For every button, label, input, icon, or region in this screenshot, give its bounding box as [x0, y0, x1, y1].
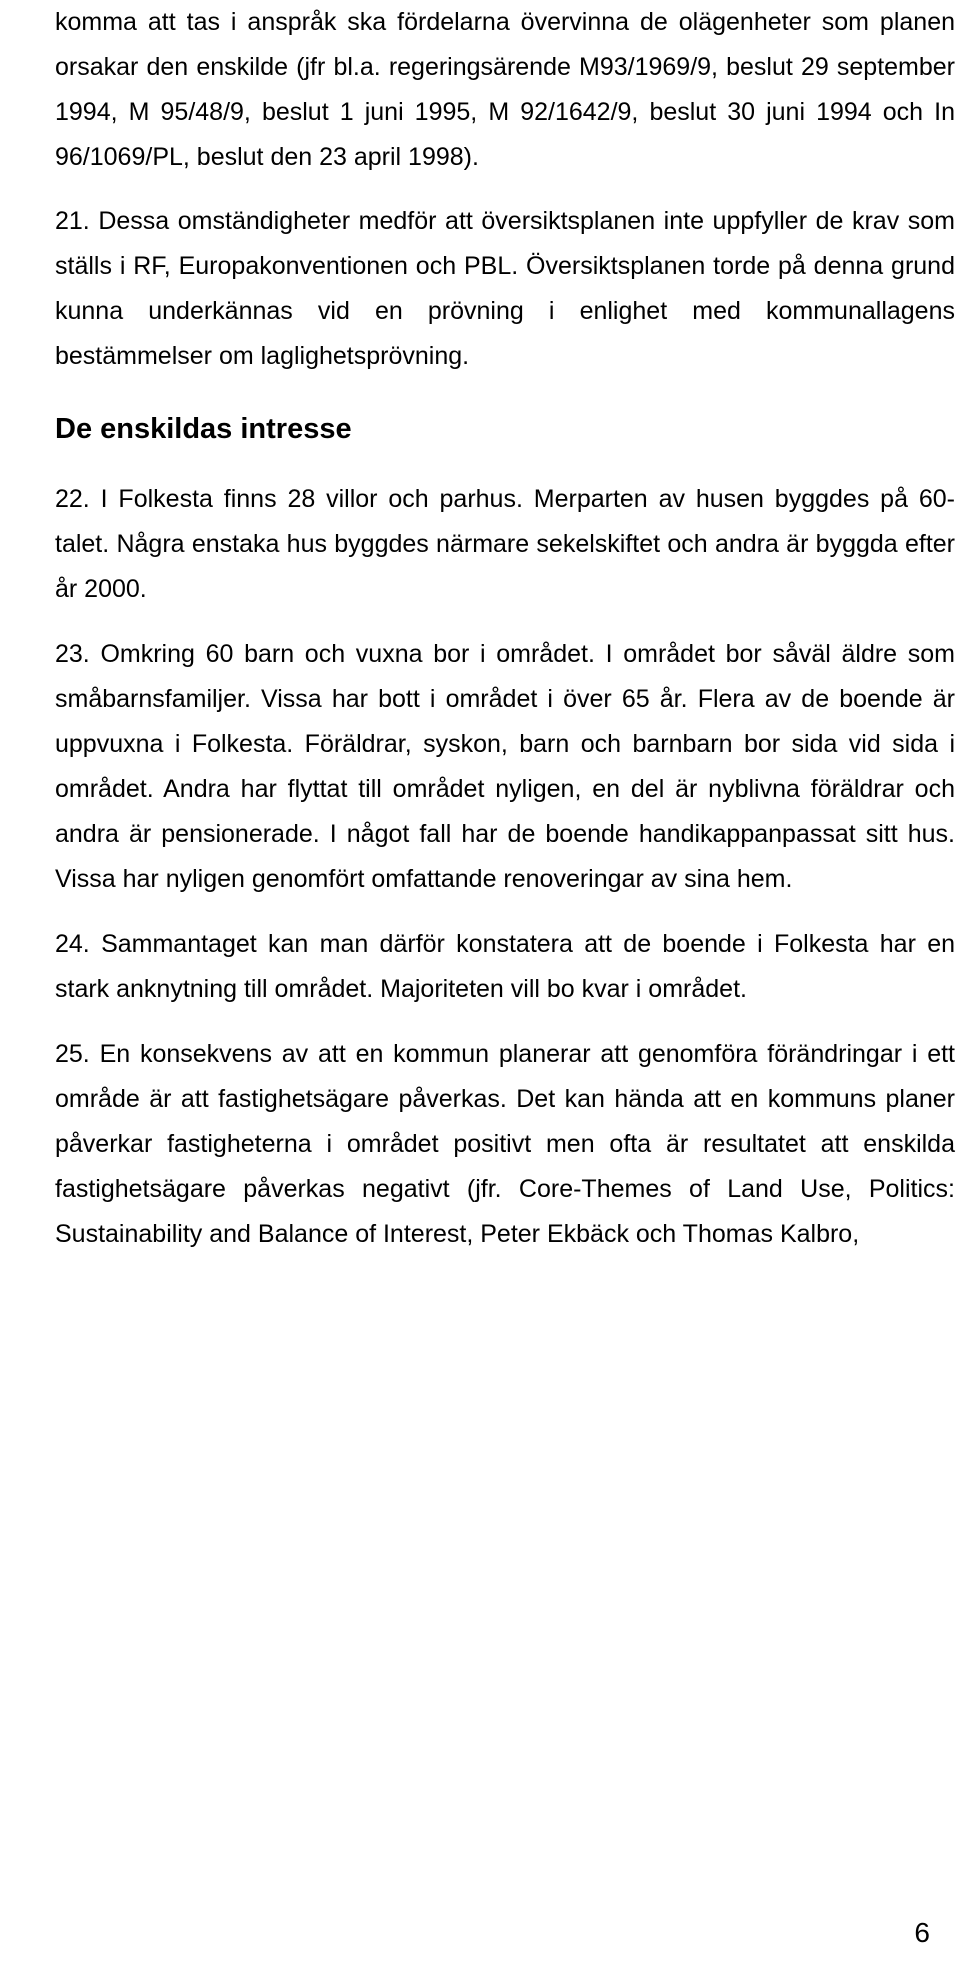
paragraph-continuation [55, 0, 955, 180]
document-page [55, 0, 955, 1257]
paragraph-21 [55, 199, 955, 379]
paragraph-23 [55, 632, 955, 902]
paragraph-number: 23. [55, 640, 90, 668]
paragraph-text: Sammantaget kan man därför konstatera att de boende i Folkesta har en stark anknytning till området. Majoriteten vill bo kvar i området. [55, 930, 956, 1003]
paragraph-text: En konsekvens av att en kommun planerar att genomföra förändringar i ett område är att fastighetsägare påverkas. Det kan hända att en kommuns planer påverkar fastigheterna i området positivt men ofta är resultatet att enskilda fastighetsägare påverkas negativt (jfr. Core-Themes of Land Use, Politics: Sustainability and Balance of Interest, Peter Ekbäck och Thomas Kalbro, [55, 1040, 956, 1248]
section-heading: De enskildas intresse [55, 413, 352, 445]
paragraph-text: Dessa omständigheter medför att översiktsplanen inte uppfyller de krav som ställs i RF, Europakonventionen och PBL. Översiktsplanen torde på denna grund kunna underkännas vid en prövning i enlighet med kommunallagens bestämmelser om laglighetsprövning. [55, 207, 956, 370]
paragraph-text: I Folkesta finns 28 villor och parhus. Merparten av husen byggdes på 60-talet. Några enstaka hus byggdes närmare sekelskiftet och andra är byggda efter år 2000. [55, 485, 955, 603]
paragraph-22 [55, 477, 955, 612]
paragraph-text: komma att tas i anspråk ska fördelarna övervinna de olägenheter som planen orsakar den enskilde (jfr bl.a. regeringsärende M93/1969/9, beslut 29 september 1994, M 95/48/9, beslut 1 juni 1995, M 92/1642/9, beslut 30 juni 1994 och In 96/1069/PL, beslut den 23 april 1998). [55, 8, 955, 171]
paragraph-text: Omkring 60 barn och vuxna bor i området. I området bor såväl äldre som småbarnsfamiljer. Vissa har bott i området i över 65 år. Flera av de boende är uppvuxna i Folkesta. Föräldrar, syskon, barn och barnbarn bor sida vid sida i området. Andra har flyttat till området nyligen, en del är nyblivna föräldrar och andra är pensionerade. I något fall har de boende handikappanpassat sitt hus. Vissa har nyligen genomfört omfattande renoveringar av sina hem. [55, 640, 955, 893]
paragraph-25 [55, 1032, 955, 1257]
paragraph-24 [55, 922, 955, 1012]
paragraph-number: 25. [55, 1040, 90, 1068]
paragraph-number: 22. [55, 485, 90, 513]
paragraph-number: 21. [55, 207, 90, 235]
page-number: 6 [914, 1917, 930, 1948]
paragraph-number: 24. [55, 930, 90, 958]
